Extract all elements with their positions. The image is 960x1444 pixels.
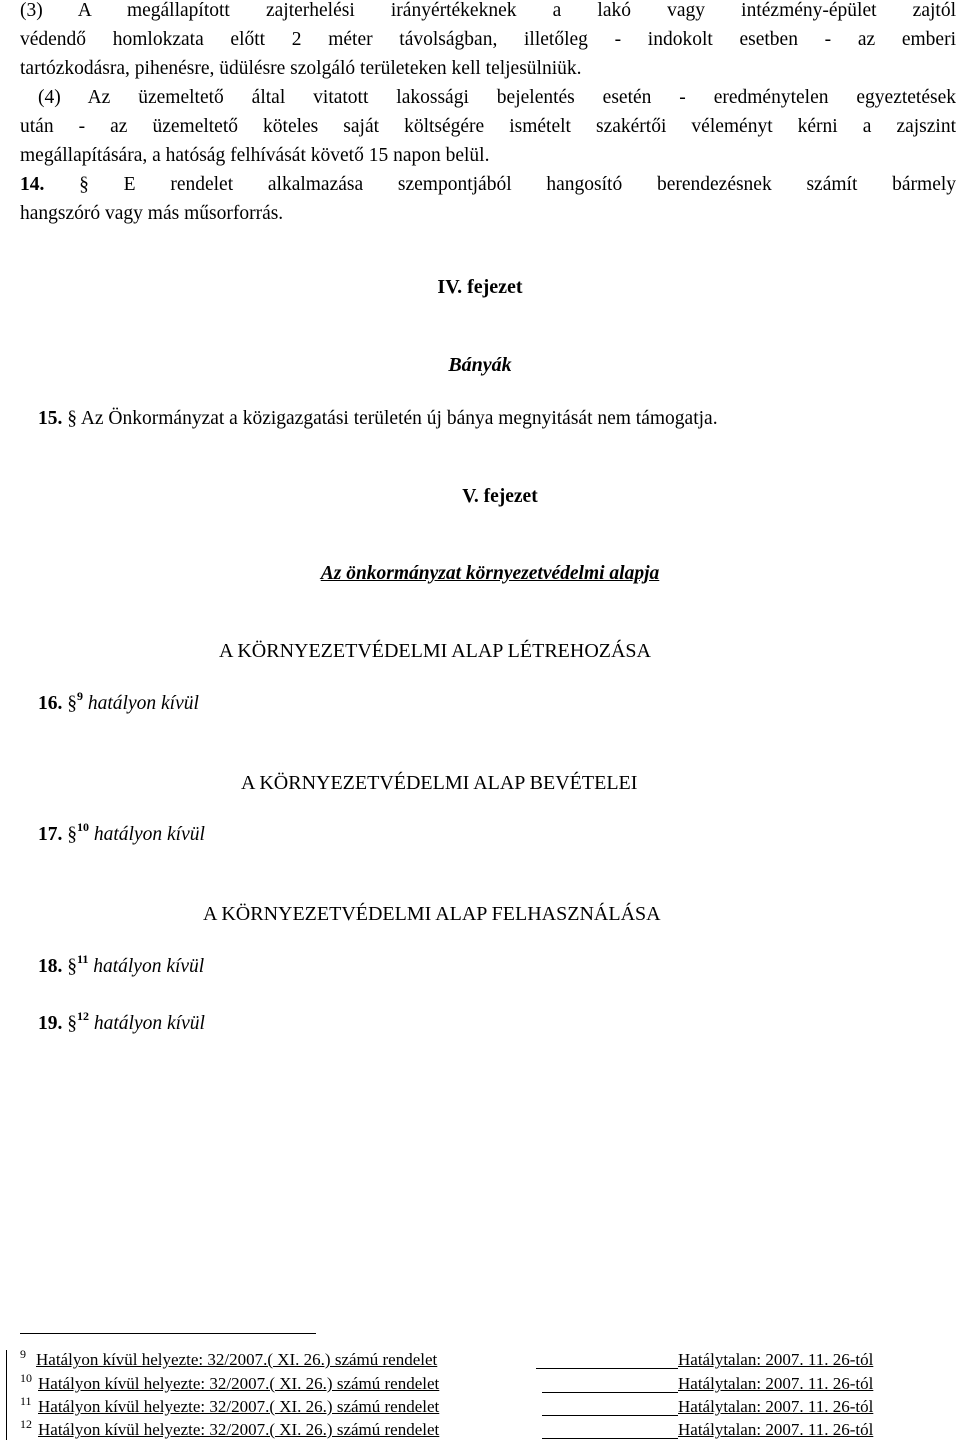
- section-sign: §: [79, 174, 89, 195]
- footnote-ref[interactable]: 12: [77, 1009, 89, 1023]
- section-number: 17.: [38, 824, 63, 845]
- section-number: 18.: [38, 956, 63, 977]
- repealed-text: hatályon kívül: [93, 1013, 205, 1034]
- paragraph-3-line-2: védendő homlokzata előtt 2 méter távolságban, illetőleg - indokolt esetben - az emberi: [20, 29, 956, 50]
- footnote-mark: 12: [20, 1417, 32, 1431]
- footnote-mark: 9: [20, 1347, 26, 1361]
- section-number: 16.: [38, 693, 63, 714]
- footnote-text: Hatályon kívül helyezte: 32/2007.( XI. 26.) számú rendelet: [38, 1374, 440, 1393]
- section-sign: §: [67, 1013, 77, 1034]
- footnote-ref[interactable]: 9: [77, 689, 83, 703]
- section-17: [38, 820, 205, 846]
- footnote-ref[interactable]: 10: [77, 820, 89, 834]
- paragraph-4-line-1: (4) Az üzemeltető által vitatott lakossági bejelentés esetén - eredménytelen egyeztetések: [38, 87, 956, 108]
- footnote-date: Hatálytalan: 2007. 11. 26-tól: [678, 1397, 874, 1416]
- footnote-mark: 10: [20, 1371, 32, 1385]
- section-sign: §: [67, 956, 77, 977]
- footnote-date: Hatálytalan: 2007. 11. 26-tól: [678, 1420, 874, 1439]
- section-sign: §: [67, 408, 77, 429]
- repealed-text: hatályon kívül: [93, 824, 205, 845]
- section-number: 19.: [38, 1013, 63, 1034]
- section-18: [38, 952, 205, 978]
- footnote-text: Hatályon kívül helyezte: 32/2007.( XI. 26.) számú rendelet: [38, 1397, 440, 1416]
- paragraph-3-line-3: tartózkodásra, pihenésre, üdülésre szolgáló területeken kell teljesülniük.: [20, 58, 582, 79]
- underline-filler: [536, 1368, 678, 1369]
- section-14-text: E rendelet alkalmazása szempontjából hangosító berendezésnek számít bármely: [123, 174, 957, 195]
- footnote-text: Hatályon kívül helyezte: 32/2007.( XI. 26.) számú rendelet: [38, 1420, 440, 1439]
- footnote-date: Hatálytalan: 2007. 11. 26-tól: [678, 1374, 874, 1393]
- underline-filler: [542, 1438, 678, 1439]
- section-19: [38, 1009, 205, 1035]
- section-sign: §: [67, 693, 77, 714]
- underline-filler: [542, 1392, 678, 1393]
- footnote-text: Hatályon kívül helyezte: 32/2007.( XI. 26.) számú rendelet: [36, 1350, 438, 1369]
- subheading-alap-bevetelei: A KÖRNYEZETVÉDELMI ALAP BEVÉTELEI: [241, 772, 638, 794]
- section-14-line-1: [20, 170, 956, 199]
- chapter-5-title: Az önkormányzat környezetvédelmi alapja: [320, 563, 660, 584]
- repealed-text: hatályon kívül: [93, 956, 205, 977]
- footnote-date: Hatálytalan: 2007. 11. 26-tól: [678, 1350, 874, 1369]
- footnote-ref[interactable]: 11: [77, 952, 89, 966]
- paragraph-4-line-3: megállapítására, a hatóság felhívását követő 15 napon belül.: [20, 145, 490, 166]
- subheading-alap-letrehozasa: A KÖRNYEZETVÉDELMI ALAP LÉTREHOZÁSA: [219, 640, 652, 662]
- section-16: [38, 689, 199, 715]
- subheading-alap-felhasznalasa: A KÖRNYEZETVÉDELMI ALAP FELHASZNÁLÁSA: [203, 903, 661, 925]
- section-number: 14.: [20, 174, 45, 195]
- paragraph-4-line-2: után - az üzemeltető köteles saját költségére ismételt szakértői véleményt kérni a zajszint: [20, 116, 956, 137]
- repealed-text: hatályon kívül: [87, 693, 199, 714]
- section-number: 15.: [38, 408, 63, 429]
- footnote-mark: 11: [20, 1394, 32, 1408]
- section-14-line-2: hangszóró vagy más műsorforrás.: [20, 203, 284, 224]
- section-15: [38, 408, 718, 430]
- chapter-4-title: Bányák: [448, 354, 512, 376]
- section-sign: §: [67, 824, 77, 845]
- section-15-text: Az Önkormányzat a közigazgatási területén új bánya megnyitását nem támogatja.: [80, 408, 718, 429]
- paragraph-3-line-1: (3) A megállapított zajterhelési irányértékeknek a lakó vagy intézmény-épület zajtól: [20, 0, 956, 21]
- footnote-separator: [20, 1333, 316, 1334]
- chapter-5-heading: V. fejezet: [462, 486, 538, 507]
- underline-filler: [542, 1415, 678, 1416]
- chapter-4-heading: IV. fejezet: [437, 276, 523, 298]
- margin-bar: [6, 1350, 7, 1440]
